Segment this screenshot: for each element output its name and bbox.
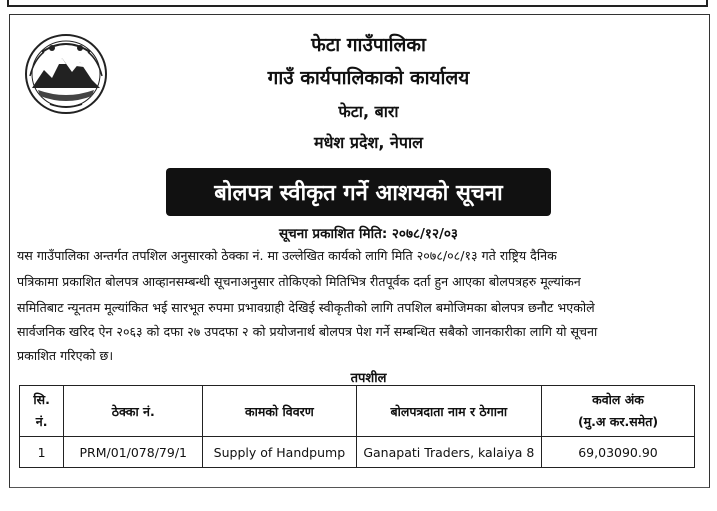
cell-contract-no: PRM/01/078/79/1 bbox=[64, 437, 203, 468]
header-bidder: बोलपत्रदाता नाम र ठेगाना bbox=[356, 386, 541, 437]
header-work-description: कामको विवरण bbox=[203, 386, 356, 437]
cell-bidder: Ganapati Traders, kalaiya 8 bbox=[356, 437, 541, 468]
header-bid-amount bbox=[542, 386, 695, 437]
province-country: मधेश प्रदेश, नेपाल bbox=[314, 133, 423, 152]
office-name: गाउँ कार्यपालिकाको कार्यालय bbox=[267, 67, 470, 89]
cell-serial-no: 1 bbox=[20, 437, 64, 468]
table-header-row bbox=[20, 386, 695, 437]
notice-title-banner bbox=[166, 168, 551, 216]
cell-work-description: Supply of Handpump bbox=[203, 437, 356, 468]
top-frame-divider bbox=[7, 0, 708, 7]
notice-body-line: प्रकाशित गरिएको छ। bbox=[17, 348, 114, 363]
cell-bid-amount: 69,03090.90 bbox=[542, 437, 695, 468]
notice-body-line: सार्वजनिक खरिद ऐन २०६३ को दफा २७ उपदफा २ को प्रयोजनार्थ बोलपत्र पेश गर्ने सम्बन्धित सबैको जानकारीका लागि यो सूचना bbox=[17, 324, 598, 339]
header-serial-no-line2: नं. bbox=[35, 414, 48, 429]
header-bid-amount-line1: कवोल अंक bbox=[592, 392, 644, 407]
notice-body-line: समितिबाट न्यूनतम मूल्यांकित भई सारभूत रुपमा प्रभावग्राही देखिई स्वीकृतीको लागि तपशिल बमोजिमका बोलपत्र छनौट भएकोले bbox=[17, 300, 595, 315]
publication-date: सूचना प्रकाशित मिति: २०७८/१२/०३ bbox=[279, 226, 458, 242]
header-serial-no-line1: सि. bbox=[33, 392, 50, 407]
schedule-title: तपशील bbox=[350, 371, 387, 386]
municipality-name: फेटा गाउँपालिका bbox=[311, 34, 426, 56]
header-serial-no bbox=[20, 386, 64, 437]
header-contract-no: ठेक्का नं. bbox=[64, 386, 203, 437]
office-address: फेटा, बारा bbox=[338, 102, 399, 121]
contract-table bbox=[19, 385, 695, 468]
table-row bbox=[20, 437, 695, 468]
header-bid-amount-line2: (मु.अ कर.समेत) bbox=[577, 414, 659, 429]
notice-title: बोलपत्र स्वीकृत गर्ने आशयको सूचना bbox=[214, 181, 503, 206]
notice-body-line: पत्रिकामा प्रकाशित बोलपत्र आव्हानसम्बन्धी सूचनाअनुसार तोकिएको मितिभित्र रीतपूर्वक दर्ता हुन आएका बोलपत्रहरु मूल्यांकन bbox=[17, 274, 581, 289]
notice-body-line: यस गाउँपालिका अन्तर्गत तपशिल अनुसारको ठेक्का नं. मा उल्लेखित कार्यको लागि मिति २०७८/०८/१३ गते राष्ट्रिय दैनिक bbox=[17, 248, 557, 263]
